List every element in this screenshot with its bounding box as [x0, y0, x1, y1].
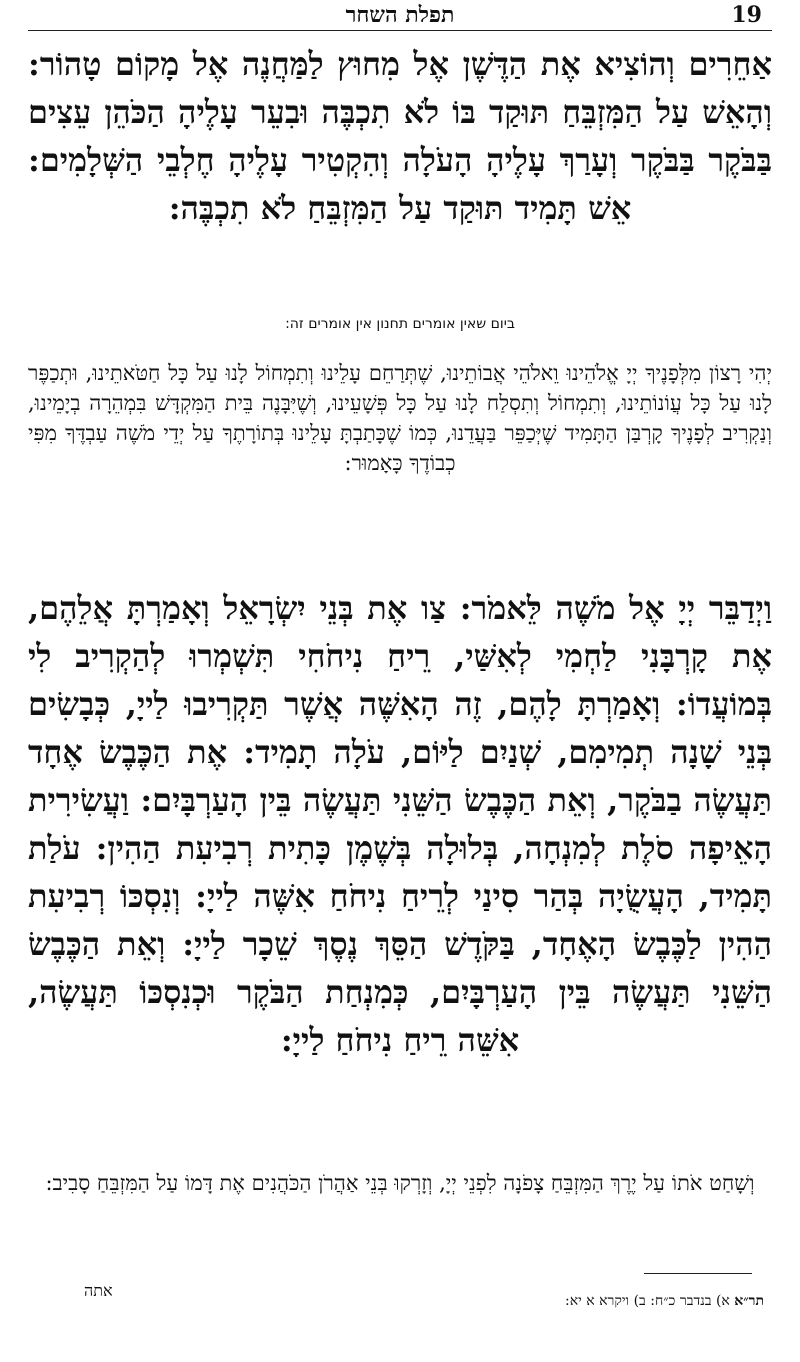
footnote-divider: [644, 1273, 752, 1274]
paragraph-fire-on-altar: אַחֵרִים וְהוֹצִיא אֶת הַדֶּשֶׁן אֶל מִחוּץ לַמַּחֲנֶה אֶל מָקוֹם טָהוֹר: וְהָאֵשׁ עַל הַמִּזְבֵּחַ תּוּקַד בּוֹ לֹא תִכְבֶּה וּבִעֵר עָלֶיהָ הַכֹּהֵן עֵצִים בַּבֹּקֶר בַּבֹּקֶר וְעָרַךְ עָלֶיהָ הָעֹלָה וְהִקְטִיר עָלֶיהָ חֶלְבֵי הַשְּׁלָמִים: אֵשׁ תָּמִיד תּוּקַד עַל הַמִּזְבֵּחַ לֹא תִכְבֶּה:: [28, 45, 773, 227]
header-divider: [28, 30, 772, 31]
catchword: אתה: [84, 1281, 113, 1300]
footnote: [565, 1293, 764, 1310]
footnote-text: א) בנדבר כ״ח: ב) ויקרא א יא:: [565, 1293, 730, 1309]
page-title: תפלת השחר: [345, 2, 455, 28]
page-number: 19: [731, 2, 762, 28]
instruction-note: ביום שאין אומרים תחנון אין אומרים זה:: [285, 316, 515, 332]
paragraph-vshachat: וְשָׁחַט אֹתוֹ עַל יֶרֶךְ הַמִּזְבֵּחַ צָפֹנָה לִפְנֵי יְיָ, וְזָרְקוּ בְּנֵי אַהֲרֹן הַכֹּהֲנִים אֶת דָּמוֹ עַל הַמִּזְבֵּחַ סָבִיב:: [45, 1171, 755, 1195]
page-header: [0, 0, 800, 34]
footnote-label: תר״א: [734, 1293, 764, 1309]
paragraph-tamid-offering: וַיְדַבֵּר יְיָ אֶל מֹשֶׁה לֵּאמֹר: צַו אֶת בְּנֵי יִשְׂרָאֵל וְאָמַרְתָּ אֲלֵהֶם, אֶת קָרְבָּנִי לַחְמִי לְאִשַּׁי, רֵיחַ נִיחֹחִי תִּשְׁמְרוּ לְהַקְרִיב לִי בְּמוֹעֲדוֹ: וְאָמַרְתָּ לָהֶם, זֶה הָאִשֶּׁה אֲשֶׁר תַּקְרִיבוּ לַייָ, כְּבָשִׂים בְּנֵי שָׁנָה תְמִימִם, שְׁנַיִם לַיּוֹם, עֹלָה תָמִיד: אֶת הַכֶּבֶשׂ אֶחָד תַּעֲשֶׂה בַבֹּקֶר, וְאֵת הַכֶּבֶשׂ הַשֵּׁנִי תַּעֲשֶׂה בֵּין הָעַרְבָּיִם: וַעֲשִׂירִית הָאֵיפָה סֹלֶת לְמִנְחָה, בְּלוּלָה בְּשֶׁמֶן כָּתִית רְבִיעִת הַהִין: עֹלַת תָּמִיד, הָעֲשֻׂיָה בְּהַר סִינַי לְרֵיחַ נִיחֹחַ אִשֶּׁה לַייָ: וְנִסְכּוֹ רְבִיעִת הַהִין לַכֶּבֶשׂ הָאֶחָד, בַּקֹּדֶשׁ הַסֵּךְ נֶסֶךְ שֵׁכָר לַייָ: וְאֵת הַכֶּבֶשׂ הַשֵּׁנִי תַּעֲשֶׂה בֵּין הָעַרְבָּיִם, כְּמִנְחַת הַבֹּקֶר וּכְנִסְכּוֹ תַּעֲשֶׂה, אִשֵּׁה רֵיחַ נִיחֹחַ לַייָ:: [28, 589, 773, 1059]
paragraph-yehi-ratzon: יְהִי רָצוֹן מִלְּפָנֶיךָ יְיָ אֱלֹהֵינוּ וֵאלֹהֵי אֲבוֹתֵינוּ, שֶׁתְּרַחֵם עָלֵינוּ וְתִמְחוֹל לָנוּ עַל כָּל חַטֹּאתֵינוּ, וּתְכַפֶּר לָנוּ עַל כָּל עֲוֹנוֹתֵינוּ, וְתִמְחוֹל וְתִסְלַח לָנוּ עַל כָּל פְּשָׁעֵינוּ, וְשֶׁיִּבָּנֶה בֵּית הַמִּקְדָּשׁ בִּמְהֵרָה בְיָמֵינוּ, וְנַקְרִיב לְפָנֶיךָ קָרְבַּן הַתָּמִיד שֶׁיְּכַפֵּר בַּעֲדֵנוּ, כְּמוֹ שֶׁכָּתַבְתָּ עָלֵינוּ בְּתוֹרָתֶךָ עַל יְדֵי מֹשֶׁה עַבְדֶּךָ מִפִּי כְבוֹדֶךָ כָּאָמוּר:: [28, 361, 772, 475]
